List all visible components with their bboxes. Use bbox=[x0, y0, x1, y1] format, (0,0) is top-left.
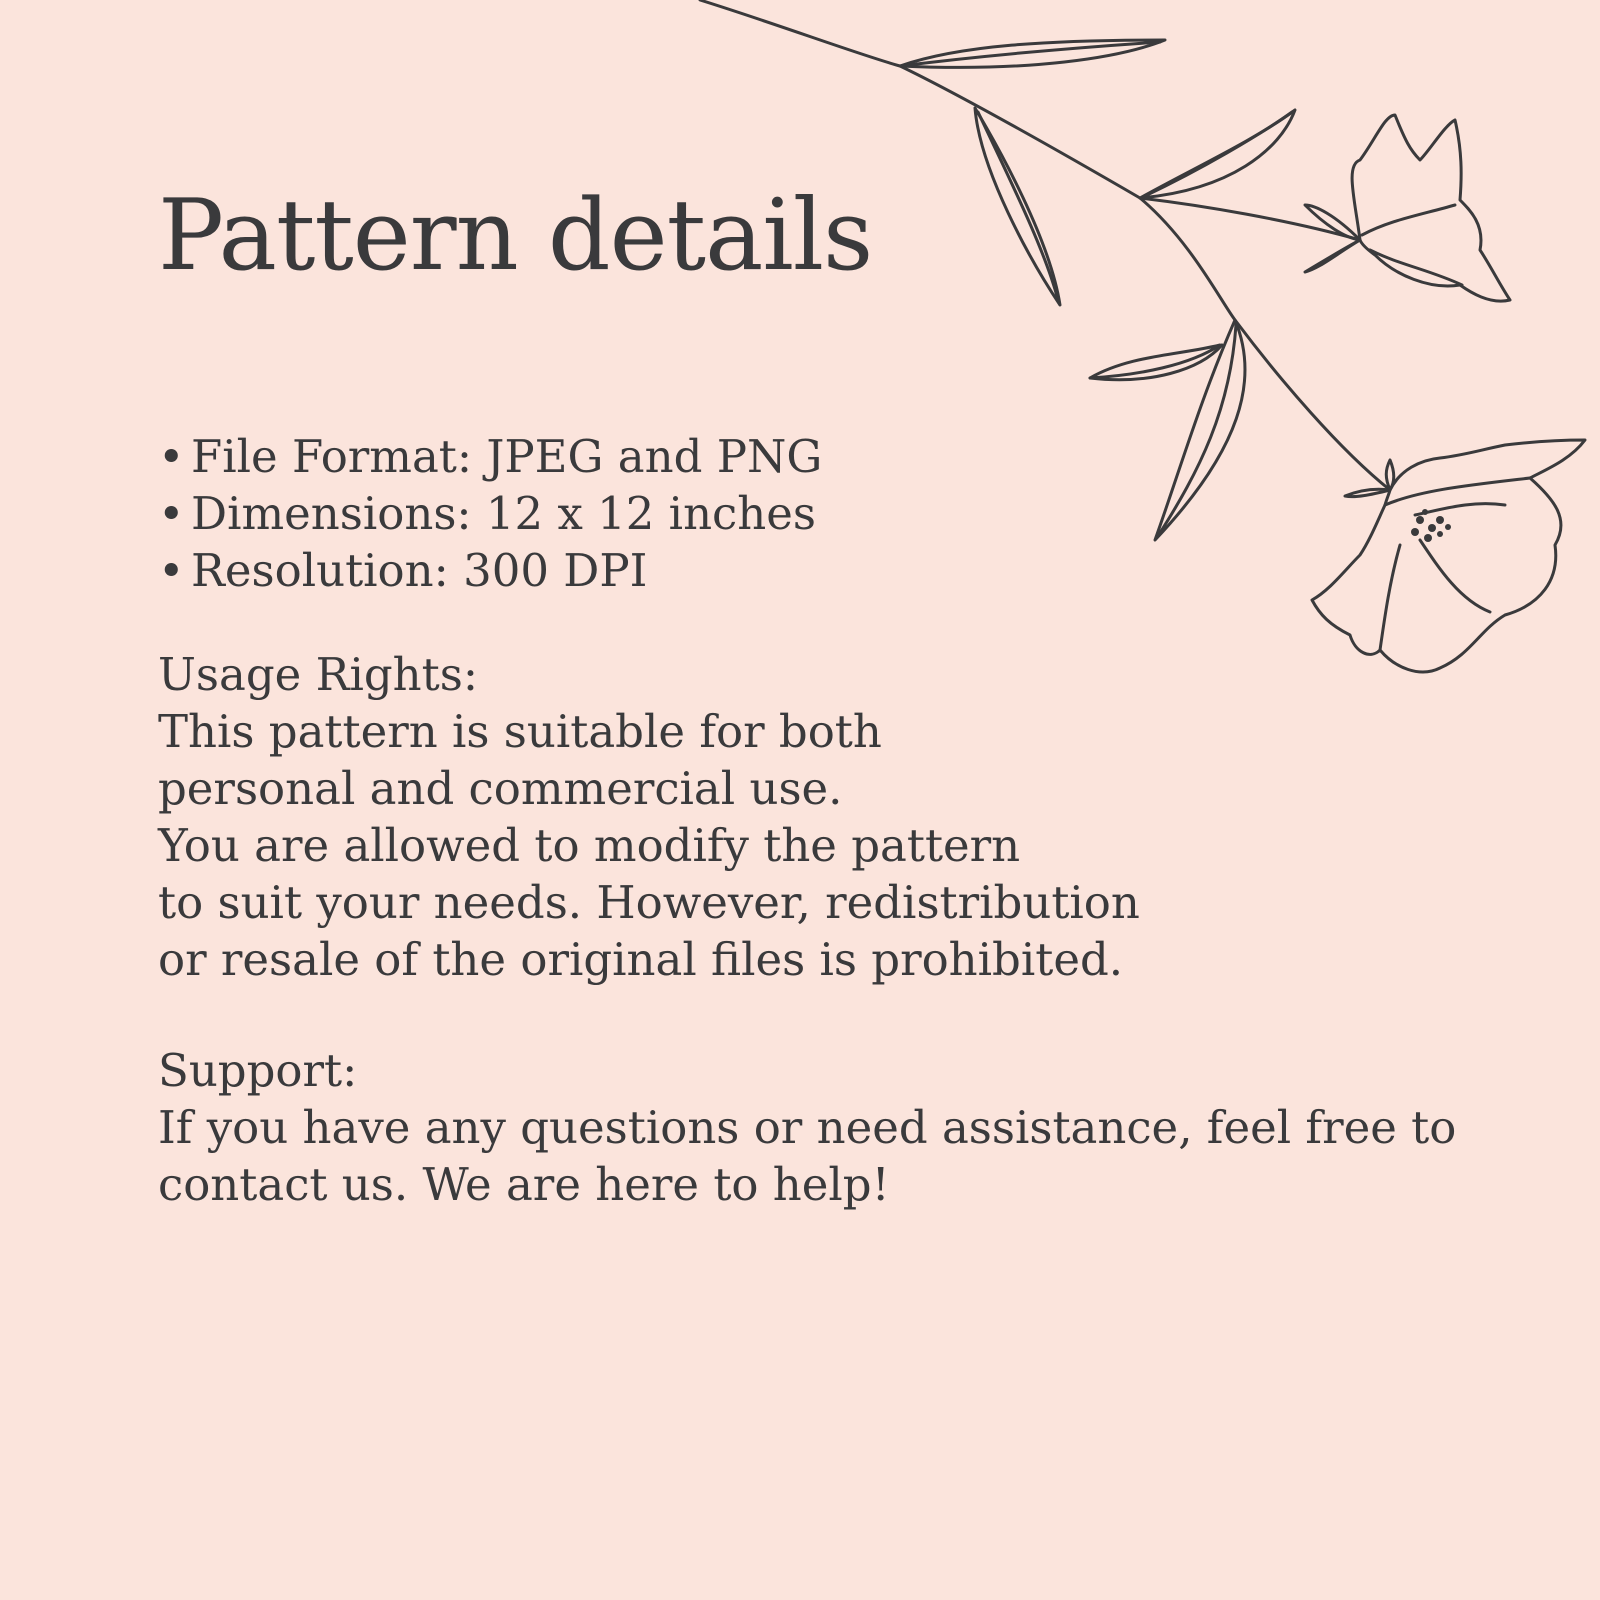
page-title: Pattern details bbox=[158, 179, 873, 293]
spec-text: Resolution: 300 DPI bbox=[191, 544, 648, 597]
bullet-icon: • bbox=[158, 487, 185, 540]
bullet-icon: • bbox=[158, 544, 185, 597]
usage-rights-line: You are allowed to modify the pattern bbox=[158, 819, 1021, 872]
usage-rights-line: This pattern is suitable for both bbox=[158, 705, 882, 758]
bullet-icon: • bbox=[158, 430, 185, 483]
support-line: If you have any questions or need assistance, feel free to bbox=[158, 1101, 1457, 1154]
usage-rights-line: or resale of the original files is prohibited. bbox=[158, 933, 1124, 986]
support-heading: Support: bbox=[158, 1044, 358, 1097]
leaf-top bbox=[900, 40, 1165, 67]
usage-rights-heading: Usage Rights: bbox=[158, 648, 478, 701]
spec-text: Dimensions: 12 x 12 inches bbox=[191, 487, 816, 540]
usage-rights-line: to suit your needs. However, redistribution bbox=[158, 876, 1140, 929]
leaf-lower bbox=[1155, 320, 1245, 540]
support-line: contact us. We are here to help! bbox=[158, 1158, 890, 1211]
spec-item-file-format bbox=[158, 428, 822, 485]
spec-item-resolution bbox=[158, 542, 822, 599]
usage-rights-line: personal and commercial use. bbox=[158, 762, 843, 815]
leaf-upper-right bbox=[1140, 110, 1295, 198]
spec-text: File Format: JPEG and PNG bbox=[191, 430, 823, 483]
flower-upper bbox=[1305, 115, 1510, 301]
flower-lower bbox=[1312, 440, 1585, 672]
support-section bbox=[158, 1042, 1456, 1213]
spec-item-dimensions bbox=[158, 485, 822, 542]
usage-rights-section bbox=[158, 646, 1140, 988]
leaf-left bbox=[1090, 345, 1220, 378]
spec-list bbox=[158, 428, 822, 599]
leaf-hanging bbox=[975, 108, 1060, 305]
